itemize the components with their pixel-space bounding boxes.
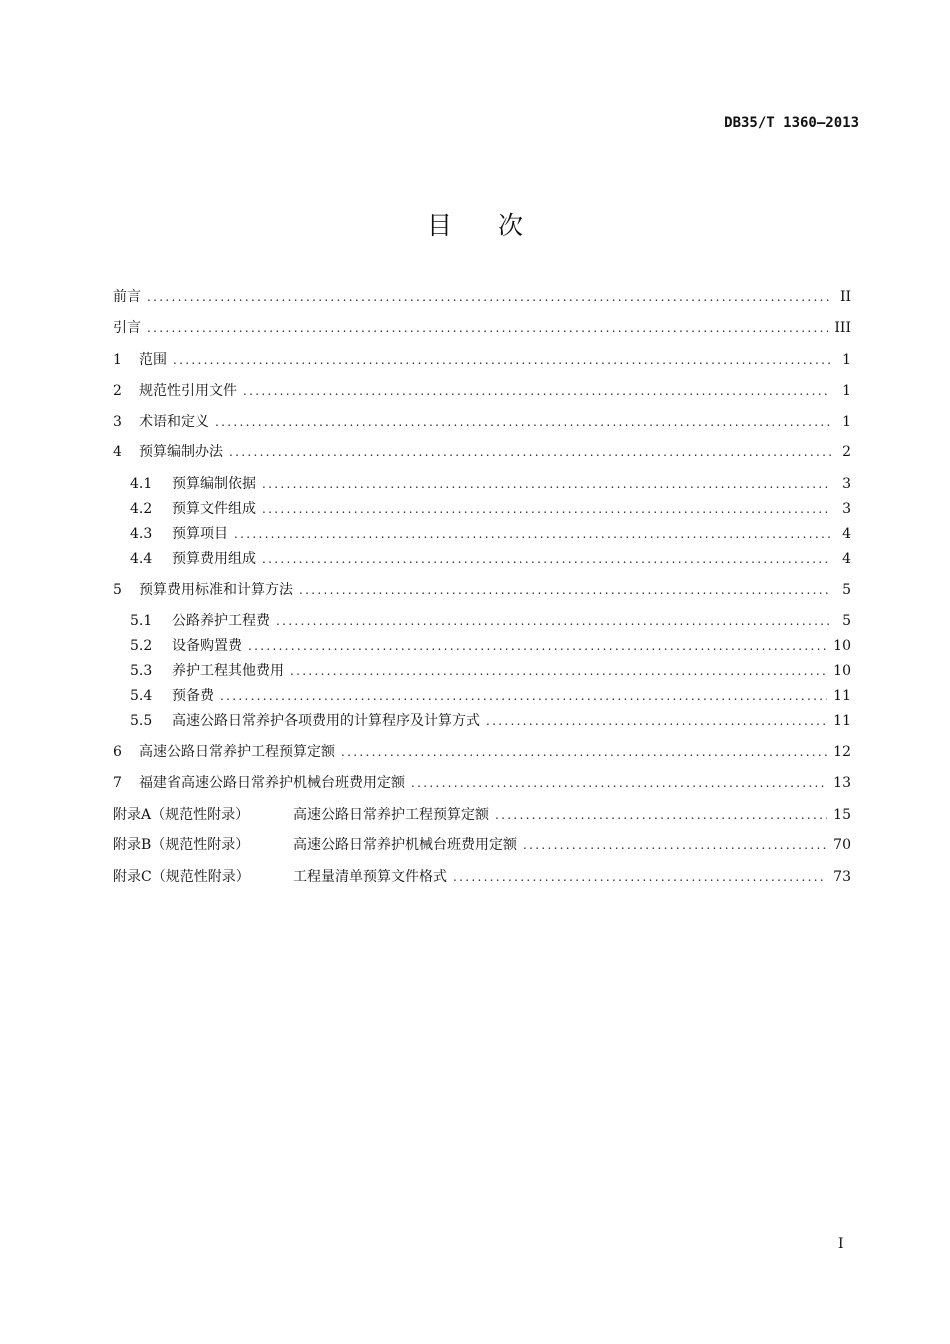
toc-leader-dots	[486, 711, 827, 731]
toc-leader-dots	[262, 499, 831, 519]
toc-entry-page: 3	[842, 501, 851, 517]
toc-entry-number: 5.3	[130, 663, 153, 679]
toc-entry-page: 5	[842, 613, 851, 629]
toc-leader-dots	[523, 835, 827, 855]
toc-entry-section-2[interactable]	[113, 381, 851, 401]
toc-entry-label: 规范性引用文件	[139, 383, 237, 399]
toc-entry-section-3[interactable]	[113, 412, 851, 432]
toc-leader-dots	[229, 442, 831, 462]
toc-entry-label: 预算文件组成	[172, 501, 256, 517]
toc-entry-label: 预算编制依据	[172, 476, 256, 492]
toc-leader-dots	[341, 742, 827, 762]
toc-entry-page: 2	[842, 444, 851, 460]
toc-entry-number: 2	[113, 383, 122, 399]
toc-entry-page: 10	[833, 638, 851, 654]
toc-entry-label: 工程量清单预算文件格式	[293, 869, 447, 885]
toc-entry-appendix-b[interactable]	[113, 835, 851, 855]
toc-leader-dots	[147, 287, 831, 307]
toc-entry-label: 范围	[139, 352, 167, 368]
toc-entry-label: 设备购置费	[172, 638, 242, 654]
toc-entry-section-5-1[interactable]	[130, 611, 851, 631]
toc-entry-label: 预备费	[172, 688, 214, 704]
toc-entry-page: 73	[833, 869, 851, 885]
toc-entry-label: 高速公路日常养护工程预算定额	[139, 744, 335, 760]
toc-entry-page: 15	[833, 807, 851, 823]
toc-entry-number: 4	[113, 444, 122, 460]
toc-leader-dots	[234, 524, 831, 544]
toc-entry-label: 引言	[113, 320, 141, 336]
toc-entry-introduction[interactable]	[113, 318, 851, 338]
toc-leader-dots	[411, 773, 827, 793]
toc-leader-dots	[453, 867, 827, 887]
toc-entry-number: 5	[113, 582, 122, 598]
toc-entry-appendix-c[interactable]	[113, 867, 851, 887]
toc-appendix-head: 附录C（规范性附录）	[113, 869, 250, 885]
toc-entry-page: 12	[833, 744, 851, 760]
page-number: I	[838, 1236, 844, 1252]
toc-entry-foreword[interactable]	[113, 287, 851, 307]
toc-entry-page: 11	[833, 713, 851, 729]
toc-entry-section-5[interactable]	[113, 580, 851, 600]
toc-entry-section-5-3[interactable]	[130, 661, 851, 681]
toc-entry-number: 6	[113, 744, 122, 760]
table-of-contents	[113, 0, 851, 1344]
toc-entry-number: 5.4	[130, 688, 153, 704]
toc-entry-number: 4.3	[130, 526, 153, 542]
toc-entry-section-1[interactable]	[113, 350, 851, 370]
toc-entry-appendix-a[interactable]	[113, 805, 851, 825]
toc-entry-label: 前言	[113, 289, 141, 305]
toc-leader-dots	[243, 381, 831, 401]
toc-entry-label: 高速公路日常养护机械台班费用定额	[293, 837, 517, 853]
toc-entry-number: 1	[113, 352, 122, 368]
toc-entry-section-5-2[interactable]	[130, 636, 851, 656]
toc-entry-section-4-2[interactable]	[130, 499, 851, 519]
toc-leader-dots	[248, 636, 827, 656]
toc-leader-dots	[220, 686, 827, 706]
toc-entry-page: 1	[842, 383, 851, 399]
toc-entry-number: 4.2	[130, 501, 153, 517]
toc-entry-label: 预算项目	[172, 526, 228, 542]
toc-entry-section-4-1[interactable]	[130, 474, 851, 494]
toc-entry-page: 13	[833, 775, 851, 791]
toc-appendix-head: 附录B（规范性附录）	[113, 837, 250, 853]
toc-entry-number: 4.1	[130, 476, 153, 492]
toc-entry-page: 11	[833, 688, 851, 704]
toc-entry-label: 预算编制办法	[139, 444, 223, 460]
toc-entry-label: 预算费用组成	[172, 551, 256, 567]
toc-entry-page: 4	[842, 526, 851, 542]
toc-leader-dots	[173, 350, 831, 370]
toc-leader-dots	[276, 611, 831, 631]
toc-entry-label: 公路养护工程费	[172, 613, 270, 629]
toc-entry-label: 养护工程其他费用	[172, 663, 284, 679]
toc-entry-label: 术语和定义	[139, 414, 209, 430]
toc-entry-number: 5.1	[130, 613, 153, 629]
toc-leader-dots	[262, 549, 831, 569]
toc-entry-label: 高速公路日常养护工程预算定额	[293, 807, 489, 823]
toc-entry-page: 70	[833, 837, 851, 853]
toc-entry-label: 福建省高速公路日常养护机械台班费用定额	[139, 775, 405, 791]
toc-leader-dots	[495, 805, 827, 825]
toc-entry-page: 4	[842, 551, 851, 567]
toc-entry-number: 7	[113, 775, 122, 791]
toc-entry-number: 3	[113, 414, 122, 430]
toc-entry-number: 5.5	[130, 713, 153, 729]
toc-leader-dots	[290, 661, 827, 681]
toc-entry-page: 1	[842, 352, 851, 368]
toc-entry-page: 1	[842, 414, 851, 430]
toc-appendix-head: 附录A（规范性附录）	[113, 807, 250, 823]
toc-entry-section-5-5[interactable]	[130, 711, 851, 731]
toc-entry-label: 高速公路日常养护各项费用的计算程序及计算方式	[172, 713, 480, 729]
toc-entry-section-6[interactable]	[113, 742, 851, 762]
toc-leader-dots	[262, 474, 831, 494]
toc-entry-page: III	[834, 320, 851, 336]
toc-entry-section-7[interactable]	[113, 773, 851, 793]
toc-entry-page: 5	[842, 582, 851, 598]
toc-entry-number: 4.4	[130, 551, 153, 567]
toc-entry-section-4[interactable]	[113, 442, 851, 462]
document-code: DB35/T 1360—2013	[724, 115, 859, 131]
toc-entry-section-5-4[interactable]	[130, 686, 851, 706]
toc-entry-number: 5.2	[130, 638, 153, 654]
toc-leader-dots	[299, 580, 831, 600]
toc-entry-section-4-4[interactable]	[130, 549, 851, 569]
toc-leader-dots	[215, 412, 831, 432]
toc-entry-section-4-3[interactable]	[130, 524, 851, 544]
toc-entry-label: 预算费用标准和计算方法	[139, 582, 293, 598]
toc-entry-page: 10	[833, 663, 851, 679]
toc-entry-page: 3	[842, 476, 851, 492]
toc-entry-page: II	[839, 289, 851, 305]
toc-leader-dots	[147, 318, 828, 338]
page-title: 目次	[426, 211, 569, 240]
